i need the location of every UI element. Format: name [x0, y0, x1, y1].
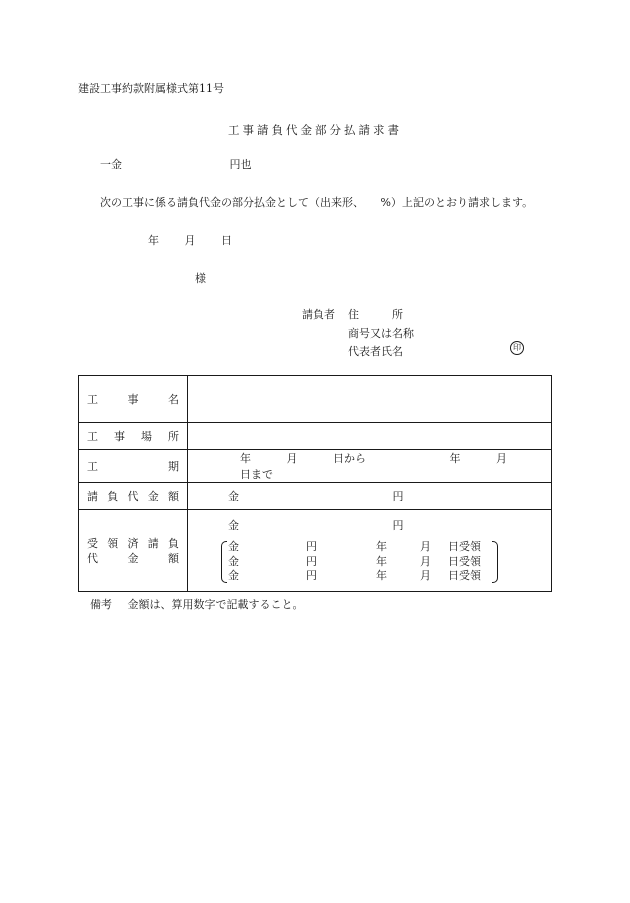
contract-amount-label	[79, 483, 188, 510]
left-bracket	[221, 541, 227, 583]
project-site-field[interactable]	[188, 423, 552, 450]
table-row	[79, 450, 552, 483]
entry-unit: 円	[306, 540, 317, 554]
entry-prefix: 金	[228, 540, 239, 554]
period-field[interactable]	[188, 450, 552, 483]
label-char: 金	[127, 551, 139, 565]
entry-unit: 円	[306, 569, 317, 583]
project-name-field[interactable]	[188, 376, 552, 423]
entry-month: 月	[420, 554, 431, 568]
trade-name-label: 商号又は名称	[348, 326, 414, 340]
seal-mark: 印	[510, 341, 524, 355]
entry-month: 月	[420, 569, 431, 583]
received-amount-label	[79, 510, 188, 592]
project-name-label	[79, 376, 188, 423]
request-sentence: 次の工事に係る請負代金の部分払金として（出来形、 %）上記のとおり請求します。	[100, 196, 534, 209]
label-char: 代	[127, 490, 139, 503]
label-char: 場	[141, 430, 152, 443]
label-char: 工	[87, 430, 98, 443]
address-label: 住 所	[348, 308, 403, 321]
contract-amount-unit: 円	[392, 490, 404, 503]
entry-day: 日受領	[448, 554, 481, 568]
received-entry	[228, 555, 498, 570]
label-char: 名	[168, 393, 179, 406]
contract-amount-field[interactable]	[188, 483, 552, 510]
amount-prefix: 一金	[100, 158, 122, 171]
contractor-block	[302, 306, 414, 362]
label-char: 額	[168, 551, 179, 565]
period-to-day: 日まで	[240, 468, 273, 481]
date-year: 年	[148, 234, 159, 247]
date-day: 日	[221, 234, 232, 247]
entry-day: 日受領	[448, 569, 481, 583]
label-char: 受	[87, 536, 98, 550]
entry-month: 月	[420, 540, 431, 554]
label-char: 額	[168, 490, 179, 503]
received-total-unit: 円	[392, 519, 404, 533]
received-total-prefix: 金	[228, 519, 239, 533]
entry-year: 年	[376, 554, 387, 568]
contractor-role: 請負者	[302, 308, 335, 321]
remarks	[90, 596, 304, 612]
label-char: 領	[107, 536, 119, 550]
table-row	[79, 510, 552, 592]
date-month: 月	[184, 234, 196, 247]
label-char: 事	[114, 430, 125, 443]
label-char: 事	[127, 393, 139, 406]
label-char: 代	[87, 551, 98, 565]
received-amount-field[interactable]	[188, 510, 552, 592]
label-char: 所	[168, 430, 179, 443]
label-char: 金	[147, 490, 159, 503]
period-label	[79, 450, 188, 483]
entry-day: 日受領	[448, 540, 481, 554]
right-bracket	[492, 541, 498, 583]
label-char: 請	[147, 536, 159, 550]
period-to-month: 月	[496, 452, 507, 465]
label-char: 期	[168, 460, 179, 473]
period-from-month: 月	[286, 452, 298, 465]
entry-year: 年	[376, 540, 387, 554]
date-line	[148, 232, 232, 248]
amount-line	[100, 156, 252, 172]
addressee-suffix: 様	[195, 272, 206, 285]
entry-prefix: 金	[228, 569, 239, 583]
entry-year: 年	[376, 569, 387, 583]
project-details-table	[78, 375, 552, 592]
label-char: 負	[168, 536, 179, 550]
received-breakdown	[221, 540, 498, 584]
label-char: 工	[87, 393, 98, 406]
received-entry	[228, 540, 498, 555]
period-from-day: 日から	[333, 452, 366, 465]
label-char: 工	[87, 460, 98, 473]
amount-suffix: 円也	[229, 158, 252, 171]
period-from-year: 年	[240, 452, 251, 465]
project-site-label	[79, 423, 188, 450]
label-char: 負	[107, 490, 119, 503]
contract-amount-prefix: 金	[228, 490, 239, 503]
representative-label: 代表者氏名	[348, 345, 403, 358]
document-title: 工事請負代金部分払請求書	[228, 123, 402, 137]
period-to-year: 年	[449, 452, 461, 465]
form-number: 建設工事約款附属様式第11号	[78, 82, 224, 95]
table-row	[79, 483, 552, 510]
label-char: 済	[127, 536, 139, 550]
remarks-text: 金額は、算用数字で記載すること。	[127, 598, 304, 611]
entry-unit: 円	[306, 554, 317, 568]
entry-prefix: 金	[228, 554, 239, 568]
label-char: 請	[87, 490, 98, 503]
received-entry	[228, 569, 498, 584]
table-row	[79, 423, 552, 450]
remarks-label: 備考	[90, 598, 112, 611]
table-row	[79, 376, 552, 423]
